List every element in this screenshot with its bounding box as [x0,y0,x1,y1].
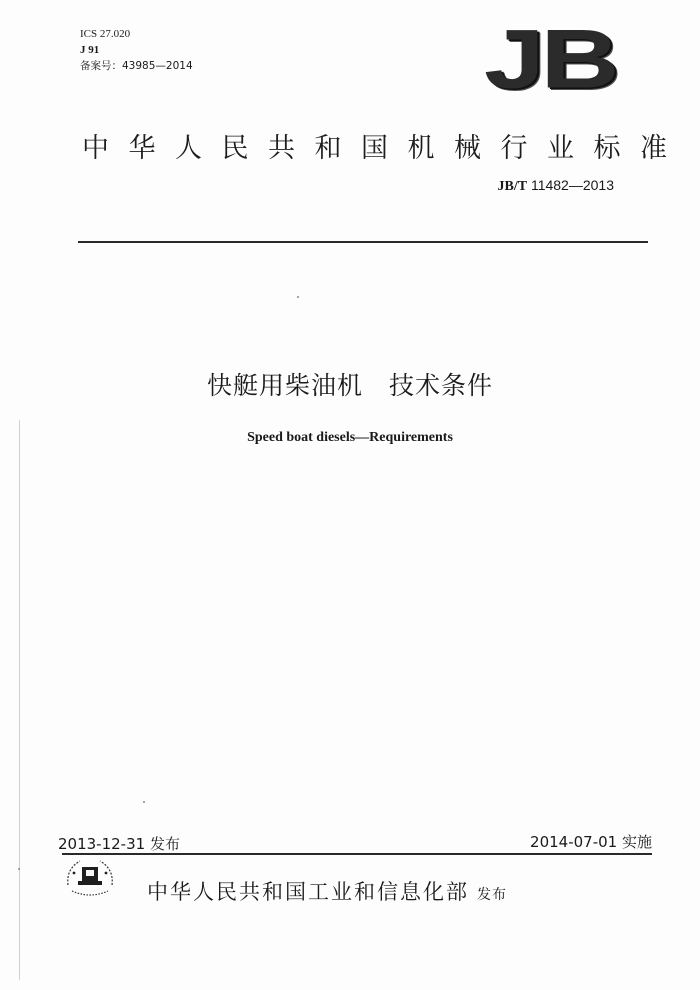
standard-type-title: 中华人民共和国机械行业标准 [82,133,687,164]
scan-speck [143,801,145,803]
ics-code: ICS 27.020 [80,28,131,40]
document-title-cn: 快艇用柴油机 技术条件 [206,371,493,400]
standard-number [497,177,614,195]
publisher [147,876,507,906]
record-number: 备案号：43985—2014 [80,60,193,72]
publisher-name: 中华人民共和国工业和信息化部 [147,880,469,904]
jb-logo: JB [484,13,616,107]
bottom-divider [62,853,652,855]
issue-date: 2013-12-31 发布 [58,835,180,853]
scan-speck [297,296,299,298]
meta-block [80,26,193,74]
standard-number-prefix: JB/T [497,179,528,194]
scan-speck [18,868,20,870]
standard-number-value: 11482—2013 [530,177,614,193]
classification-code: J 91 [80,44,100,56]
publisher-suffix: 发布 [477,887,507,903]
implementation-date: 2014-07-01 实施 [530,833,652,851]
ministry-seal-icon [62,855,118,899]
scan-edge-line [19,420,20,980]
top-divider [78,241,648,243]
document-title-en: Speed boat diesels—Requirements [247,430,453,445]
